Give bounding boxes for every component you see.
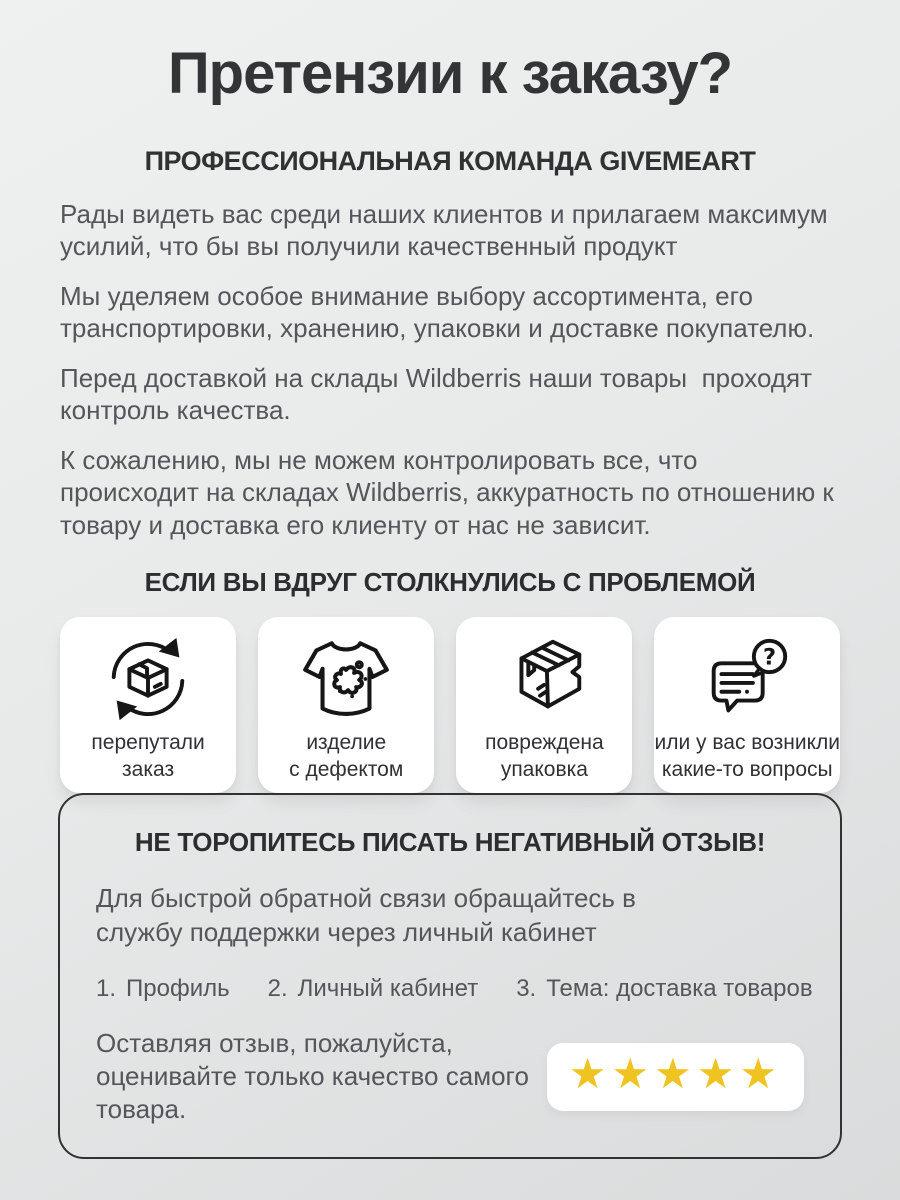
problem-card-label: перепутали заказ [91,731,205,781]
problem-card-wrong-order [60,617,236,793]
step-item-account: 2. Личный кабинет [267,974,479,1002]
step-item-profile: 1. Профиль [96,974,230,1002]
problem-card-label: повреждена упаковка [485,731,604,781]
damaged-box-icon [495,629,593,729]
star-icons: ★★★★★ [568,1048,782,1098]
page-title: Претензии к заказу? [167,41,733,106]
svg-text:?: ? [763,644,777,671]
problem-card-label: изделие с дефектом [289,731,404,781]
review-note-text: Оставляя отзыв, пожалуйста, оценивайте только качество самого товара. [96,1027,529,1125]
review-note-row [96,1027,804,1127]
intro-text-block [60,181,840,542]
box-cycle-icon [99,629,197,729]
support-steps-list [96,974,813,1003]
intro-paragraph-4: К сожалению, мы не можем контролировать все, что происходит на складах Wildberris, аккуратность по отношению к товару и доставка его клиенту от нас не зависит. [60,444,842,540]
problem-card-label: или у вас возникли какие-то вопросы [654,731,841,781]
problem-card-questions [654,617,840,793]
review-advice-box [58,793,842,1158]
page-subtitle: ПРОФЕССИОНАЛЬНАЯ КОМАНДА GIVEMEART [144,145,756,176]
intro-paragraph-1: Рады видеть вас среди наших клиентов и прилагаем максимум усилий, что бы вы получили качественный продукт [60,198,835,262]
problem-card-damaged-package [456,617,632,793]
chat-question-icon [698,629,796,729]
intro-paragraph-2: Мы уделяем особое внимание выбору ассортимента, его транспортировки, хранению, упаковки и доставке покупателю. [60,280,815,344]
intro-paragraph-3: Перед доставкой на склады Wildberris наши товары проходят контроль качества. [60,362,820,426]
problem-card-defect [258,617,434,793]
support-instruction-text: Для быстрой обратной связи обращайтесь в службу поддержки через личный кабинет [96,883,636,947]
problems-heading: ЕСЛИ ВЫ ВДРУГ СТОЛКНУЛИСЬ С ПРОБЛЕМОЙ [144,567,756,598]
problem-cards-row [60,617,840,793]
tshirt-defect-icon [295,629,397,729]
review-box-heading: НЕ ТОРОПИТЕСЬ ПИСАТЬ НЕГАТИВНЫЙ ОТЗЫВ! [134,827,766,858]
step-item-topic: 3. Тема: доставка товаров [516,974,813,1002]
five-star-rating-badge [547,1043,804,1111]
